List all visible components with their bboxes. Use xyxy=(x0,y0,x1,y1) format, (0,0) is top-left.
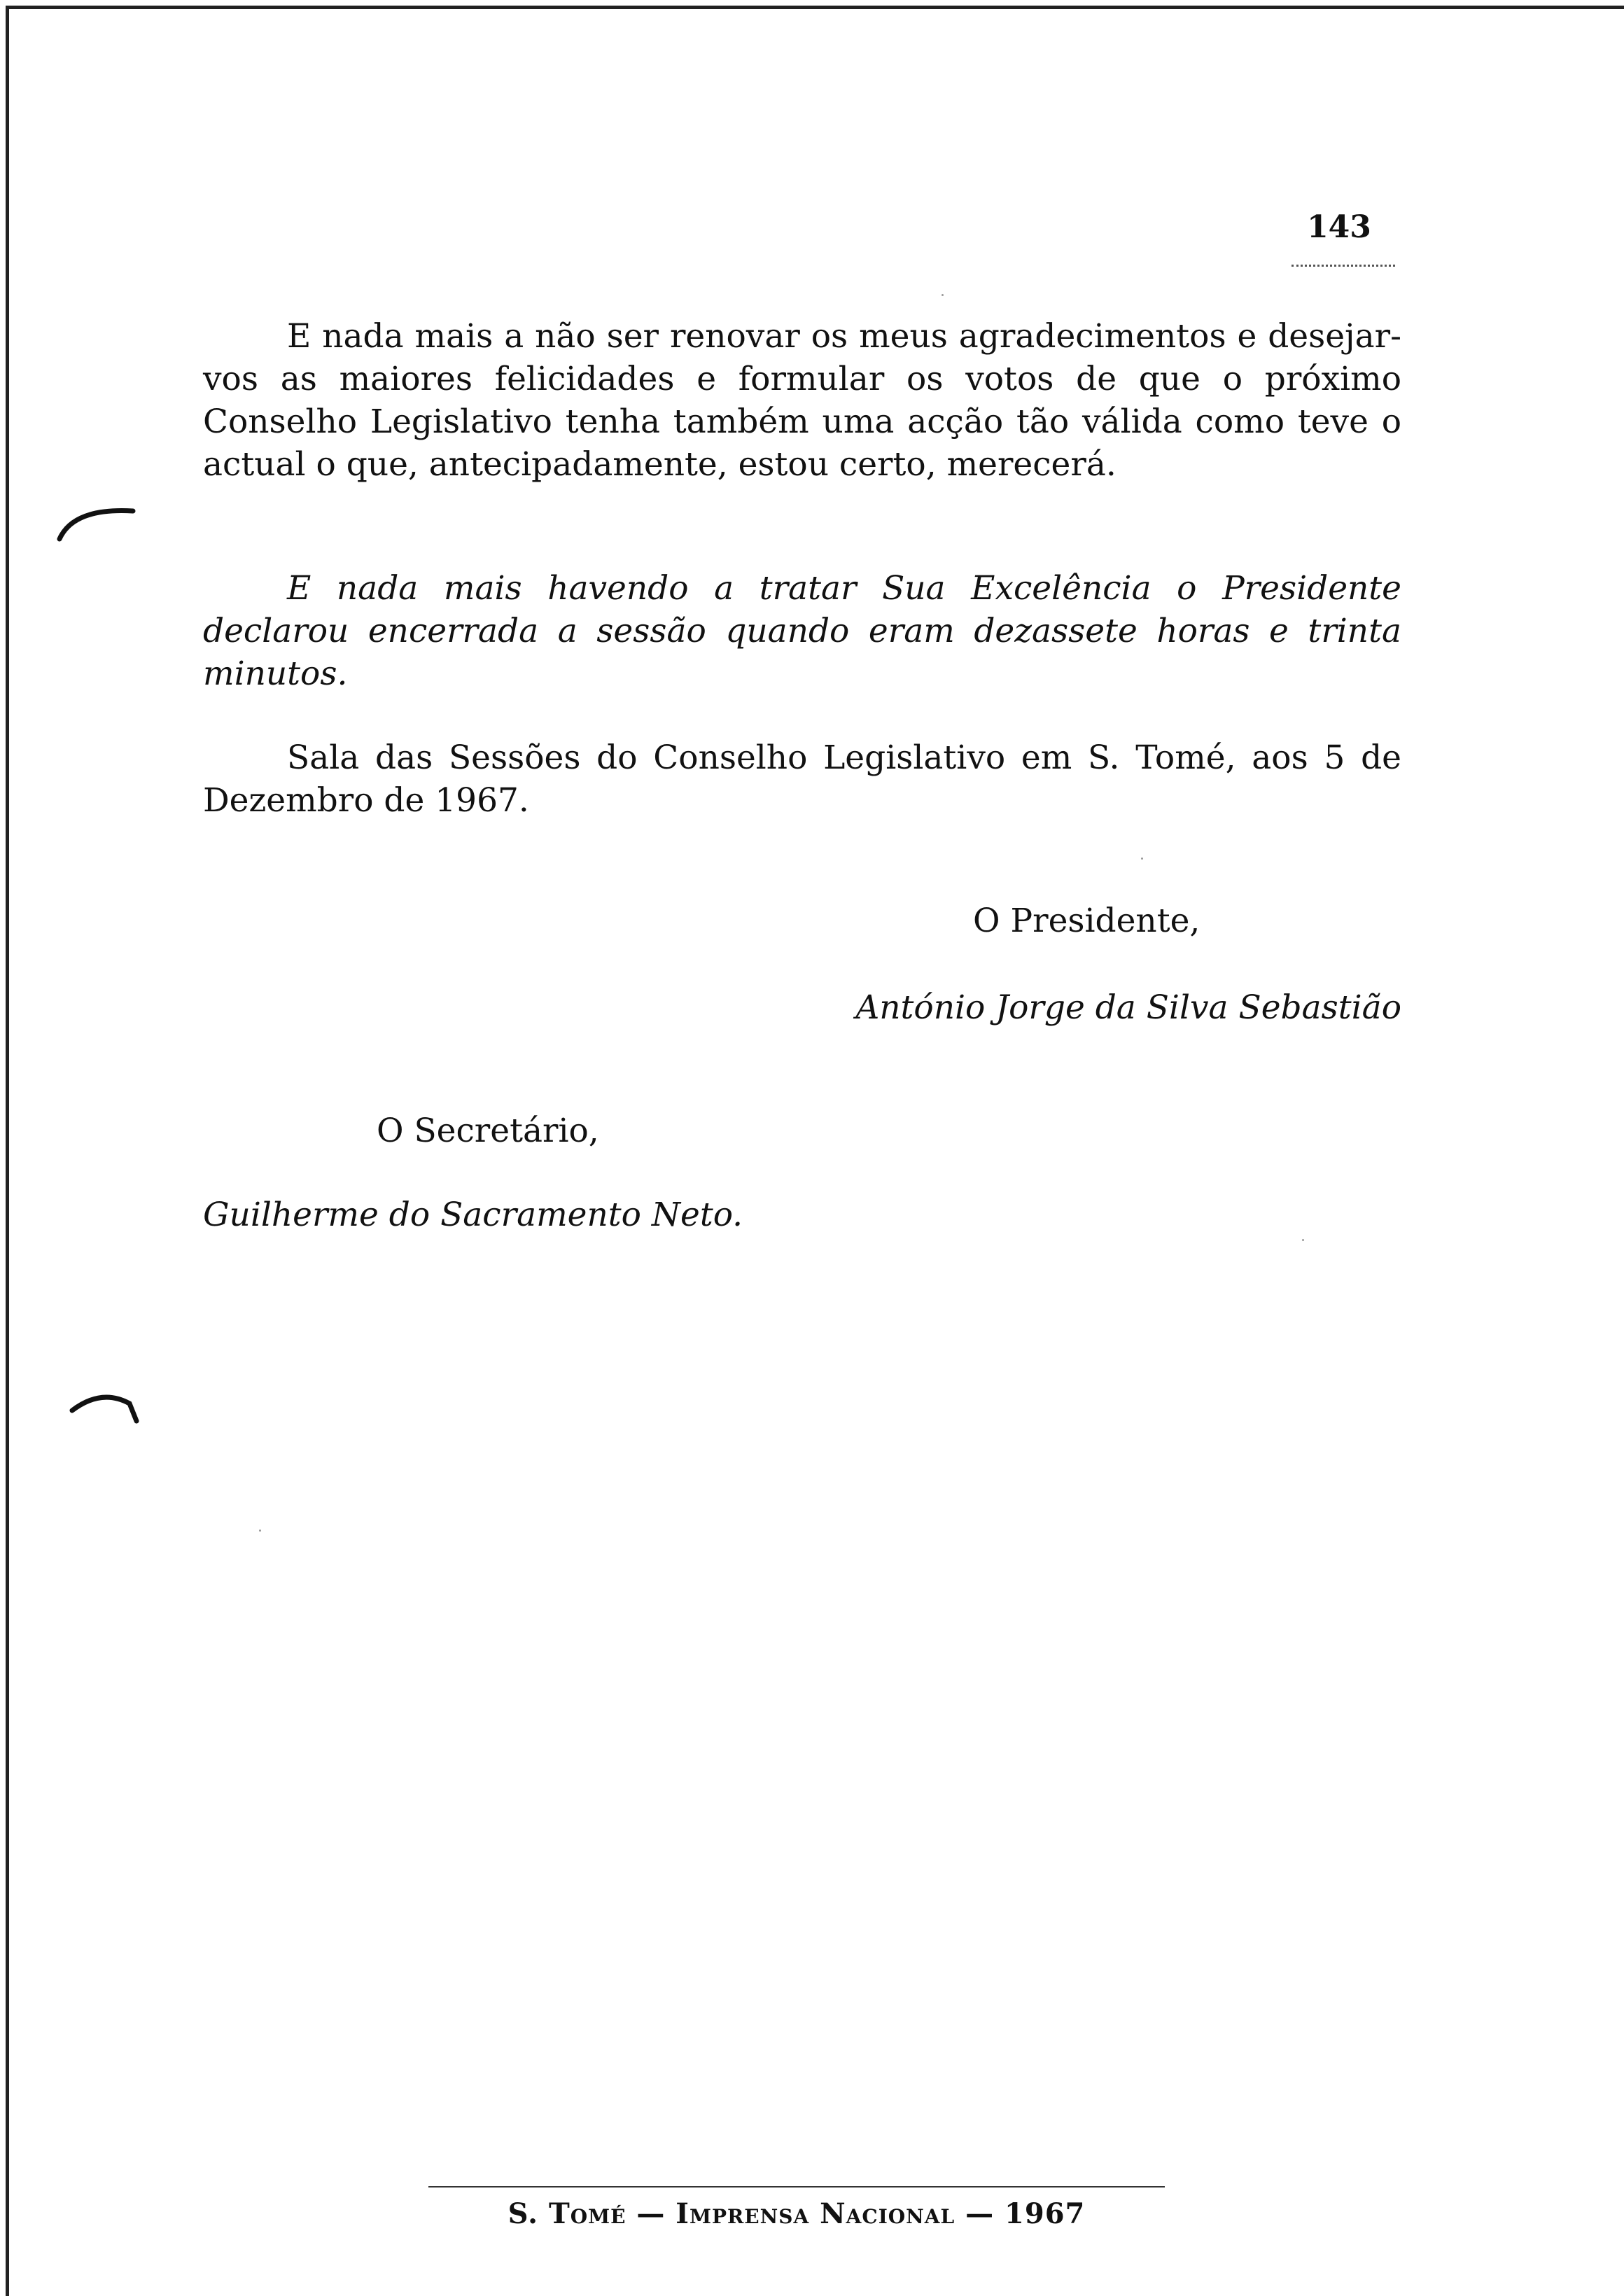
scan-speck xyxy=(941,294,944,296)
place-date-paragraph xyxy=(203,736,1401,822)
scan-speck xyxy=(1141,858,1143,860)
scan-mark-upper xyxy=(52,490,144,546)
paragraph-text: E nada mais havendo a tratar Sua Excelência o Presidente declarou encerrada a sessão quando eram dezassete horas e trinta minutos. xyxy=(203,569,1401,693)
scan-speck xyxy=(1302,1239,1304,1241)
president-title: O Presidente, xyxy=(973,902,1200,940)
scan-speck xyxy=(259,1530,261,1532)
footer-rule xyxy=(428,2186,1165,2188)
paragraph-text: Sala das Sessões do Conselho Legislativo em S. Tomé, aos 5 de Dezembro de 1967. xyxy=(203,738,1401,820)
page-number: 143 xyxy=(1307,209,1371,245)
secretary-name: Guilherme do Sacramento Neto. xyxy=(203,1196,743,1234)
printer-footer: S. Tomé — Imprensa Nacional — 1967 xyxy=(507,2197,1086,2230)
scan-border-left xyxy=(6,6,9,2296)
secretary-title: O Secretário, xyxy=(377,1112,599,1150)
session-closure-paragraph xyxy=(203,567,1401,695)
paragraph-text: E nada mais a não ser renovar os meus agradecimentos e desejar-vos as maiores felicidades e formular os votos de que o próximo Conselho Legislativo tenha também uma acção tão válida como teve o actual o que, antecipadamente, estou certo, merecerá. xyxy=(203,317,1401,484)
closing-remarks-paragraph xyxy=(203,315,1401,486)
president-name: António Jorge da Silva Sebastião xyxy=(855,988,1401,1027)
page-number-rule xyxy=(1292,265,1395,267)
scan-mark-lower xyxy=(66,1382,144,1432)
scan-border-top xyxy=(6,6,1624,9)
